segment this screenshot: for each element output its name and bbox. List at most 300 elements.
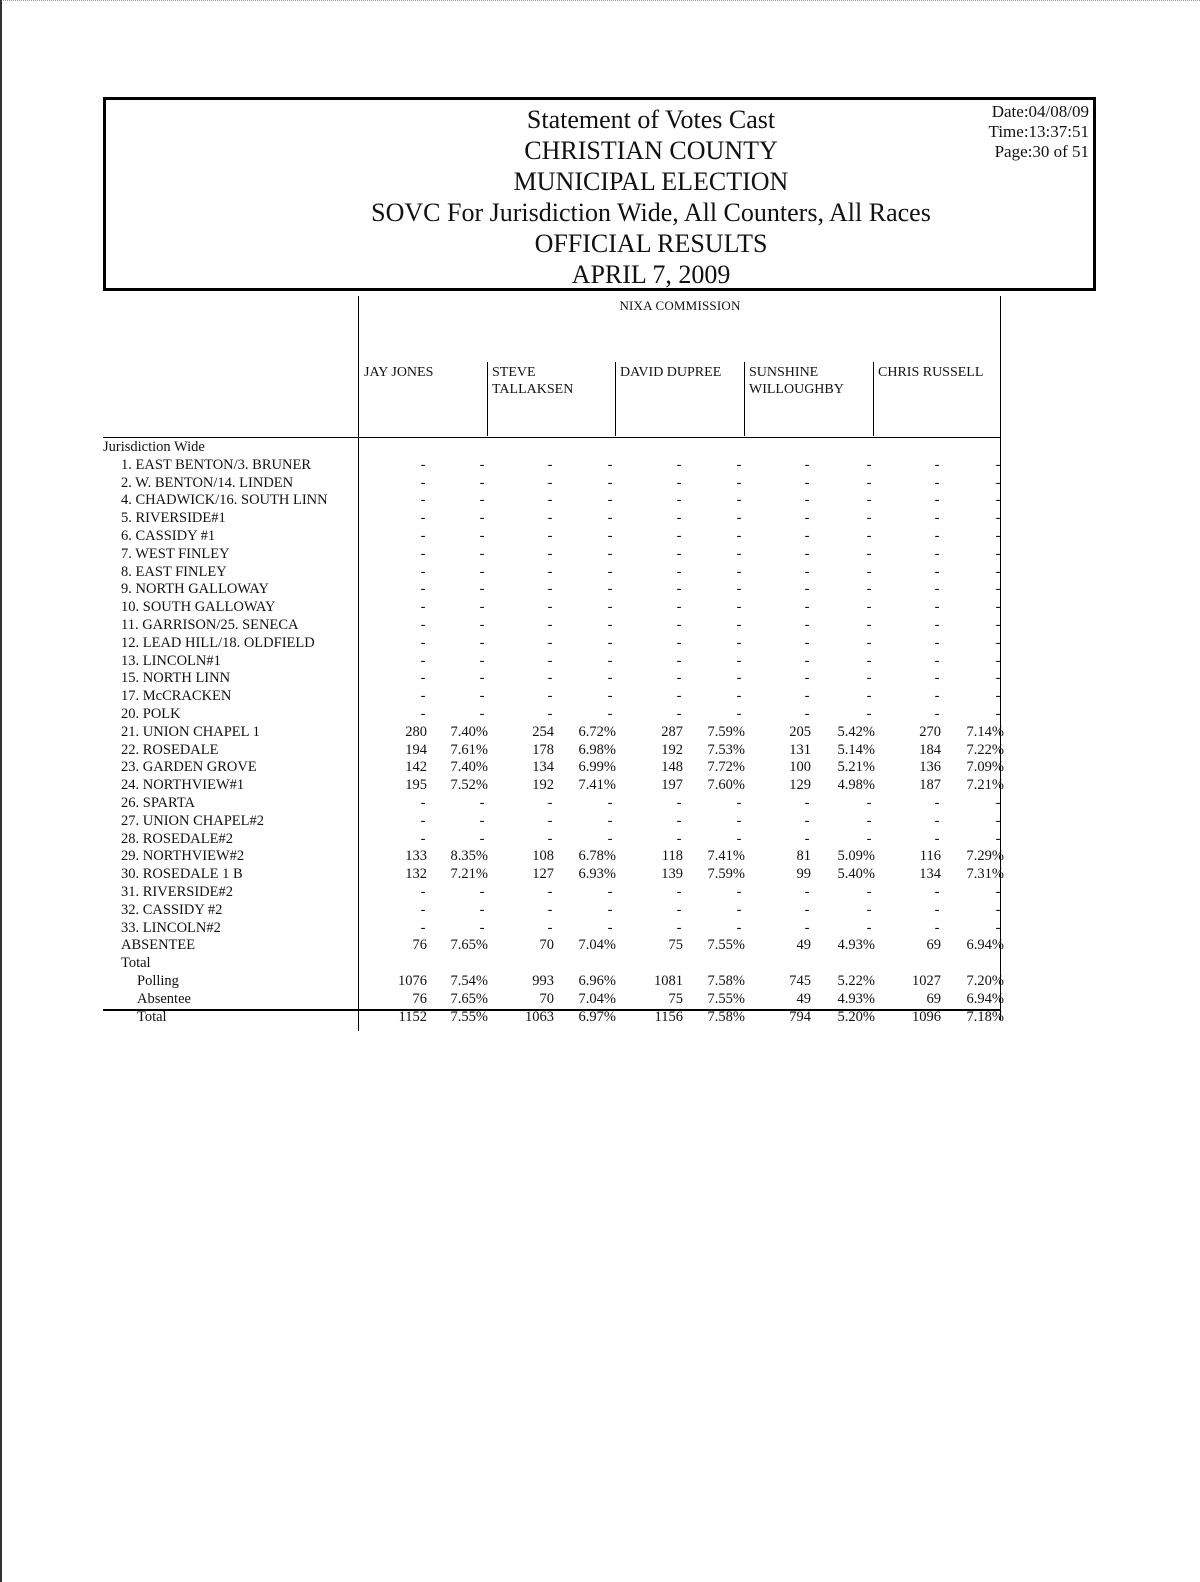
votes-cell: 76 [412, 990, 427, 1007]
empty-cell: - [736, 492, 742, 509]
empty-cell: - [547, 563, 553, 580]
empty-cell: - [420, 599, 426, 616]
candidate-header: SUNSHINE WILLOUGHBY [749, 365, 844, 397]
table-row [0, 776, 1005, 794]
empty-cell: - [934, 528, 940, 544]
empty-cell: - [736, 528, 742, 544]
empty-cell: - [866, 706, 872, 722]
empty-cell: - [420, 474, 426, 491]
percent-cell: 7.55% [707, 990, 745, 1007]
empty-cell: - [479, 528, 485, 544]
empty-cell: - [607, 545, 613, 562]
empty-cell: - [420, 634, 426, 651]
empty-cell: - [676, 706, 682, 722]
empty-cell: - [866, 652, 872, 669]
percent-cell: 7.22% [966, 741, 1004, 758]
empty-cell: - [420, 563, 426, 580]
percent-cell: 5.09% [837, 848, 875, 865]
votes-cell: 1027 [912, 973, 941, 989]
percent-cell: 7.40% [450, 723, 488, 740]
votes-cell: 49 [796, 937, 811, 954]
empty-cell: - [736, 706, 742, 722]
empty-cell: - [934, 652, 940, 669]
empty-cell: - [866, 617, 872, 633]
votes-cell: 70 [539, 937, 554, 954]
votes-cell: 69 [926, 990, 941, 1007]
percent-cell: 7.55% [450, 1008, 488, 1025]
empty-cell: - [479, 510, 485, 527]
votes-cell: 81 [796, 848, 811, 865]
empty-cell: - [995, 688, 1001, 705]
votes-cell: 134 [919, 866, 941, 883]
row-label: 30. ROSEDALE 1 B [121, 866, 243, 883]
empty-cell: - [995, 812, 1001, 829]
empty-cell: - [804, 706, 810, 722]
empty-cell: - [547, 812, 553, 829]
empty-cell: - [736, 563, 742, 580]
empty-cell: - [547, 706, 553, 722]
percent-cell: 7.61% [450, 741, 488, 758]
percent-cell: 7.59% [707, 723, 745, 740]
empty-cell: - [607, 688, 613, 705]
empty-cell: - [420, 795, 426, 811]
empty-cell: - [547, 884, 553, 900]
empty-cell: - [736, 884, 742, 900]
empty-cell: - [607, 456, 613, 473]
candidate-header: DAVID DUPREE [620, 365, 722, 380]
empty-cell: - [736, 670, 742, 687]
row-label: 31. RIVERSIDE#2 [121, 884, 233, 900]
title-line: Statement of Votes Cast [526, 105, 776, 134]
row-label: 6. CASSIDY #1 [121, 528, 216, 544]
row-label: 5. RIVERSIDE#1 [121, 510, 226, 527]
empty-cell: - [676, 884, 682, 900]
percent-cell: 6.72% [578, 723, 616, 740]
votes-cell: 76 [412, 937, 427, 954]
percent-cell: 7.65% [450, 990, 488, 1007]
row-label: 32. CASSIDY #2 [121, 901, 223, 918]
table-row [0, 456, 1005, 474]
percent-cell: 6.94% [966, 990, 1004, 1007]
percent-cell: 7.18% [966, 1008, 1004, 1025]
empty-cell: - [804, 617, 810, 633]
empty-cell: - [804, 474, 810, 491]
percent-cell: 7.14% [966, 723, 1004, 740]
empty-cell: - [607, 474, 613, 491]
empty-cell: - [547, 474, 553, 491]
empty-cell: - [479, 563, 485, 580]
empty-cell: - [420, 830, 426, 847]
empty-cell: - [995, 492, 1001, 509]
votes-cell: 993 [532, 973, 554, 989]
empty-cell: - [804, 634, 810, 651]
empty-cell: - [547, 599, 553, 616]
empty-cell: - [676, 599, 682, 616]
percent-cell: 7.58% [707, 973, 745, 989]
empty-cell: - [420, 652, 426, 669]
empty-cell: - [479, 812, 485, 829]
percent-cell: 7.72% [707, 759, 745, 776]
table-row [0, 616, 1005, 634]
votes-cell: 99 [796, 866, 811, 883]
title-line: MUNICIPAL ELECTION [513, 167, 789, 196]
table-row [0, 812, 1005, 830]
empty-cell: - [804, 456, 810, 473]
votes-cell: 49 [796, 990, 811, 1007]
empty-cell: - [607, 901, 613, 918]
empty-cell: - [479, 581, 485, 598]
empty-cell: - [804, 563, 810, 580]
percent-cell: 7.54% [450, 973, 488, 989]
table-row [0, 936, 1005, 954]
empty-cell: - [866, 688, 872, 705]
percent-cell: 7.59% [707, 866, 745, 883]
percent-cell: 6.93% [578, 866, 616, 883]
votes-cell: 134 [532, 759, 554, 776]
empty-cell: - [934, 474, 940, 491]
empty-cell: - [607, 652, 613, 669]
table-row [0, 438, 1005, 456]
empty-cell: - [995, 901, 1001, 918]
votes-cell: 132 [405, 866, 427, 883]
empty-cell: - [676, 901, 682, 918]
empty-cell: - [607, 492, 613, 509]
empty-cell: - [479, 795, 485, 811]
empty-cell: - [607, 528, 613, 544]
empty-cell: - [607, 884, 613, 900]
empty-cell: - [676, 634, 682, 651]
empty-cell: - [547, 528, 553, 544]
empty-cell: - [420, 545, 426, 562]
empty-cell: - [934, 510, 940, 527]
empty-cell: - [736, 545, 742, 562]
empty-cell: - [676, 795, 682, 811]
empty-cell: - [866, 528, 872, 544]
empty-cell: - [995, 510, 1001, 527]
table-row [0, 687, 1005, 705]
empty-cell: - [420, 510, 426, 527]
table-row [0, 865, 1005, 883]
votes-cell: 108 [532, 848, 554, 865]
table-row [0, 1008, 1005, 1026]
report-page: Page:30 of 51 [994, 142, 1089, 161]
empty-cell: - [479, 830, 485, 847]
percent-cell: 5.22% [837, 973, 875, 989]
percent-cell: 7.09% [966, 759, 1004, 776]
empty-cell: - [736, 795, 742, 811]
percent-cell: 4.93% [837, 937, 875, 954]
percent-cell: 6.97% [578, 1008, 616, 1025]
empty-cell: - [607, 563, 613, 580]
empty-cell: - [995, 528, 1001, 544]
row-label: 7. WEST FINLEY [121, 545, 230, 562]
empty-cell: - [420, 617, 426, 633]
row-label: ABSENTEE [121, 937, 196, 954]
votes-cell: 142 [405, 759, 427, 776]
table-rule [615, 362, 616, 436]
row-label: 17. McCRACKEN [121, 688, 232, 705]
empty-cell: - [934, 688, 940, 705]
percent-cell: 7.21% [966, 777, 1004, 794]
empty-cell: - [934, 919, 940, 936]
empty-cell: - [934, 545, 940, 562]
empty-cell: - [479, 545, 485, 562]
title-line: APRIL 7, 2009 [571, 260, 731, 289]
percent-cell: 7.52% [450, 777, 488, 794]
table-row [0, 883, 1005, 901]
percent-cell: 6.96% [578, 973, 616, 989]
empty-cell: - [676, 617, 682, 633]
empty-cell: - [804, 545, 810, 562]
row-label: 21. UNION CHAPEL 1 [121, 723, 260, 740]
empty-cell: - [420, 884, 426, 900]
empty-cell: - [995, 545, 1001, 562]
empty-cell: - [420, 919, 426, 936]
empty-cell: - [547, 492, 553, 509]
table-row [0, 705, 1005, 723]
empty-cell: - [934, 563, 940, 580]
empty-cell: - [804, 901, 810, 918]
empty-cell: - [804, 812, 810, 829]
percent-cell: 7.55% [707, 937, 745, 954]
empty-cell: - [607, 599, 613, 616]
empty-cell: - [804, 884, 810, 900]
votes-cell: 195 [405, 777, 427, 794]
row-label: 28. ROSEDALE#2 [121, 830, 233, 847]
table-row [0, 954, 1005, 972]
table-row [0, 847, 1005, 865]
candidate-header: CHRIS RUSSELL [878, 365, 984, 380]
votes-cell: 1081 [654, 973, 683, 989]
table-row [0, 972, 1005, 990]
votes-cell: 192 [532, 777, 554, 794]
empty-cell: - [995, 652, 1001, 669]
empty-cell: - [607, 581, 613, 598]
percent-cell: 4.93% [837, 990, 875, 1007]
empty-cell: - [934, 634, 940, 651]
empty-cell: - [804, 599, 810, 616]
votes-cell: 794 [789, 1008, 811, 1025]
percent-cell: 7.41% [578, 777, 616, 794]
empty-cell: - [995, 474, 1001, 491]
row-label: 26. SPARTA [121, 795, 195, 811]
row-label: Absentee [137, 990, 191, 1007]
empty-cell: - [547, 581, 553, 598]
empty-cell: - [479, 919, 485, 936]
empty-cell: - [934, 599, 940, 616]
empty-cell: - [804, 652, 810, 669]
empty-cell: - [676, 919, 682, 936]
empty-cell: - [866, 474, 872, 491]
table-row [0, 509, 1005, 527]
empty-cell: - [804, 528, 810, 544]
empty-cell: - [607, 830, 613, 847]
empty-cell: - [676, 510, 682, 527]
empty-cell: - [866, 581, 872, 598]
empty-cell: - [934, 456, 940, 473]
empty-cell: - [547, 795, 553, 811]
report-header [103, 97, 1096, 291]
candidate-header: JAY JONES [364, 365, 434, 380]
empty-cell: - [934, 901, 940, 918]
votes-cell: 75 [668, 990, 683, 1007]
empty-cell: - [547, 670, 553, 687]
empty-cell: - [676, 812, 682, 829]
table-row [0, 474, 1005, 492]
empty-cell: - [736, 456, 742, 473]
table-rule [873, 362, 874, 436]
table-row [0, 598, 1005, 616]
empty-cell: - [995, 884, 1001, 900]
empty-cell: - [479, 670, 485, 687]
empty-cell: - [479, 617, 485, 633]
empty-cell: - [934, 884, 940, 900]
votes-cell: 1152 [398, 1008, 427, 1025]
empty-cell: - [420, 528, 426, 544]
empty-cell: - [934, 812, 940, 829]
row-label: 24. NORTHVIEW#1 [121, 777, 245, 794]
empty-cell: - [736, 919, 742, 936]
table-row [0, 669, 1005, 687]
empty-cell: - [866, 634, 872, 651]
empty-cell: - [676, 670, 682, 687]
percent-cell: 6.99% [578, 759, 616, 776]
empty-cell: - [676, 563, 682, 580]
empty-cell: - [736, 830, 742, 847]
empty-cell: - [866, 812, 872, 829]
table-row [0, 830, 1005, 848]
title-line: OFFICIAL RESULTS [534, 229, 768, 258]
votes-cell: 187 [919, 777, 941, 794]
scan-edge [0, 0, 1200, 7]
empty-cell: - [995, 599, 1001, 616]
votes-cell: 194 [405, 741, 427, 758]
table-row [0, 634, 1005, 652]
empty-cell: - [547, 830, 553, 847]
empty-cell: - [995, 456, 1001, 473]
row-label: 33. LINCOLN#2 [121, 919, 221, 936]
table-row [0, 527, 1005, 545]
percent-cell: 5.20% [837, 1008, 875, 1025]
empty-cell: - [736, 474, 742, 491]
empty-cell: - [607, 812, 613, 829]
votes-cell: 139 [661, 866, 683, 883]
empty-cell: - [804, 492, 810, 509]
percent-cell: 7.21% [450, 866, 488, 883]
empty-cell: - [547, 510, 553, 527]
empty-cell: - [866, 670, 872, 687]
empty-cell: - [676, 474, 682, 491]
empty-cell: - [736, 617, 742, 633]
empty-cell: - [420, 670, 426, 687]
empty-cell: - [676, 652, 682, 669]
empty-cell: - [547, 901, 553, 918]
report-time: Time:13:37:51 [988, 122, 1089, 141]
percent-cell: 5.21% [837, 759, 875, 776]
empty-cell: - [804, 670, 810, 687]
empty-cell: - [479, 652, 485, 669]
table-row [0, 723, 1005, 741]
empty-cell: - [420, 492, 426, 509]
percent-cell: 7.04% [578, 937, 616, 954]
votes-cell: 148 [661, 759, 683, 776]
empty-cell: - [995, 830, 1001, 847]
empty-cell: - [479, 634, 485, 651]
row-label: 23. GARDEN GROVE [121, 759, 257, 776]
empty-cell: - [804, 795, 810, 811]
table-row [0, 580, 1005, 598]
empty-cell: - [804, 919, 810, 936]
empty-cell: - [547, 652, 553, 669]
votes-cell: 100 [789, 759, 811, 776]
row-label: Jurisdiction Wide [103, 439, 205, 455]
empty-cell: - [607, 706, 613, 722]
table-row [0, 901, 1005, 919]
row-label: Polling [137, 973, 179, 989]
votes-cell: 136 [919, 759, 941, 776]
empty-cell: - [736, 510, 742, 527]
empty-cell: - [866, 545, 872, 562]
votes-cell: 270 [919, 723, 941, 740]
row-label: Total [121, 955, 151, 972]
votes-cell: 745 [789, 973, 811, 989]
row-label: 22. ROSEDALE [121, 741, 219, 758]
empty-cell: - [866, 830, 872, 847]
empty-cell: - [607, 795, 613, 811]
percent-cell: 7.31% [966, 866, 1004, 883]
empty-cell: - [479, 456, 485, 473]
empty-cell: - [995, 706, 1001, 722]
empty-cell: - [676, 688, 682, 705]
votes-cell: 116 [919, 848, 941, 865]
empty-cell: - [934, 581, 940, 598]
empty-cell: - [866, 884, 872, 900]
row-label: 10. SOUTH GALLOWAY [121, 599, 276, 616]
empty-cell: - [420, 581, 426, 598]
empty-cell: - [607, 670, 613, 687]
empty-cell: - [866, 919, 872, 936]
votes-cell: 197 [661, 777, 683, 794]
votes-cell: 192 [661, 741, 683, 758]
row-label: 1. EAST BENTON/3. BRUNER [121, 456, 311, 473]
row-label: Total [137, 1008, 167, 1025]
empty-cell: - [866, 795, 872, 811]
table-rule [744, 362, 745, 436]
empty-cell: - [736, 652, 742, 669]
percent-cell: 7.60% [707, 777, 745, 794]
percent-cell: 7.53% [707, 741, 745, 758]
empty-cell: - [866, 563, 872, 580]
empty-cell: - [547, 617, 553, 633]
votes-cell: 205 [789, 723, 811, 740]
empty-cell: - [866, 901, 872, 918]
votes-cell: 133 [405, 848, 427, 865]
percent-cell: 6.78% [578, 848, 616, 865]
empty-cell: - [736, 634, 742, 651]
percent-cell: 6.98% [578, 741, 616, 758]
row-label: 29. NORTHVIEW#2 [121, 848, 245, 865]
empty-cell: - [420, 901, 426, 918]
table-row [0, 491, 1005, 509]
row-label: 20. POLK [121, 706, 181, 722]
empty-cell: - [866, 492, 872, 509]
table-rule [487, 362, 488, 436]
percent-cell: 7.04% [578, 990, 616, 1007]
title-line: CHRISTIAN COUNTY [524, 136, 778, 165]
empty-cell: - [547, 456, 553, 473]
table-row [0, 652, 1005, 670]
table-row [0, 758, 1005, 776]
